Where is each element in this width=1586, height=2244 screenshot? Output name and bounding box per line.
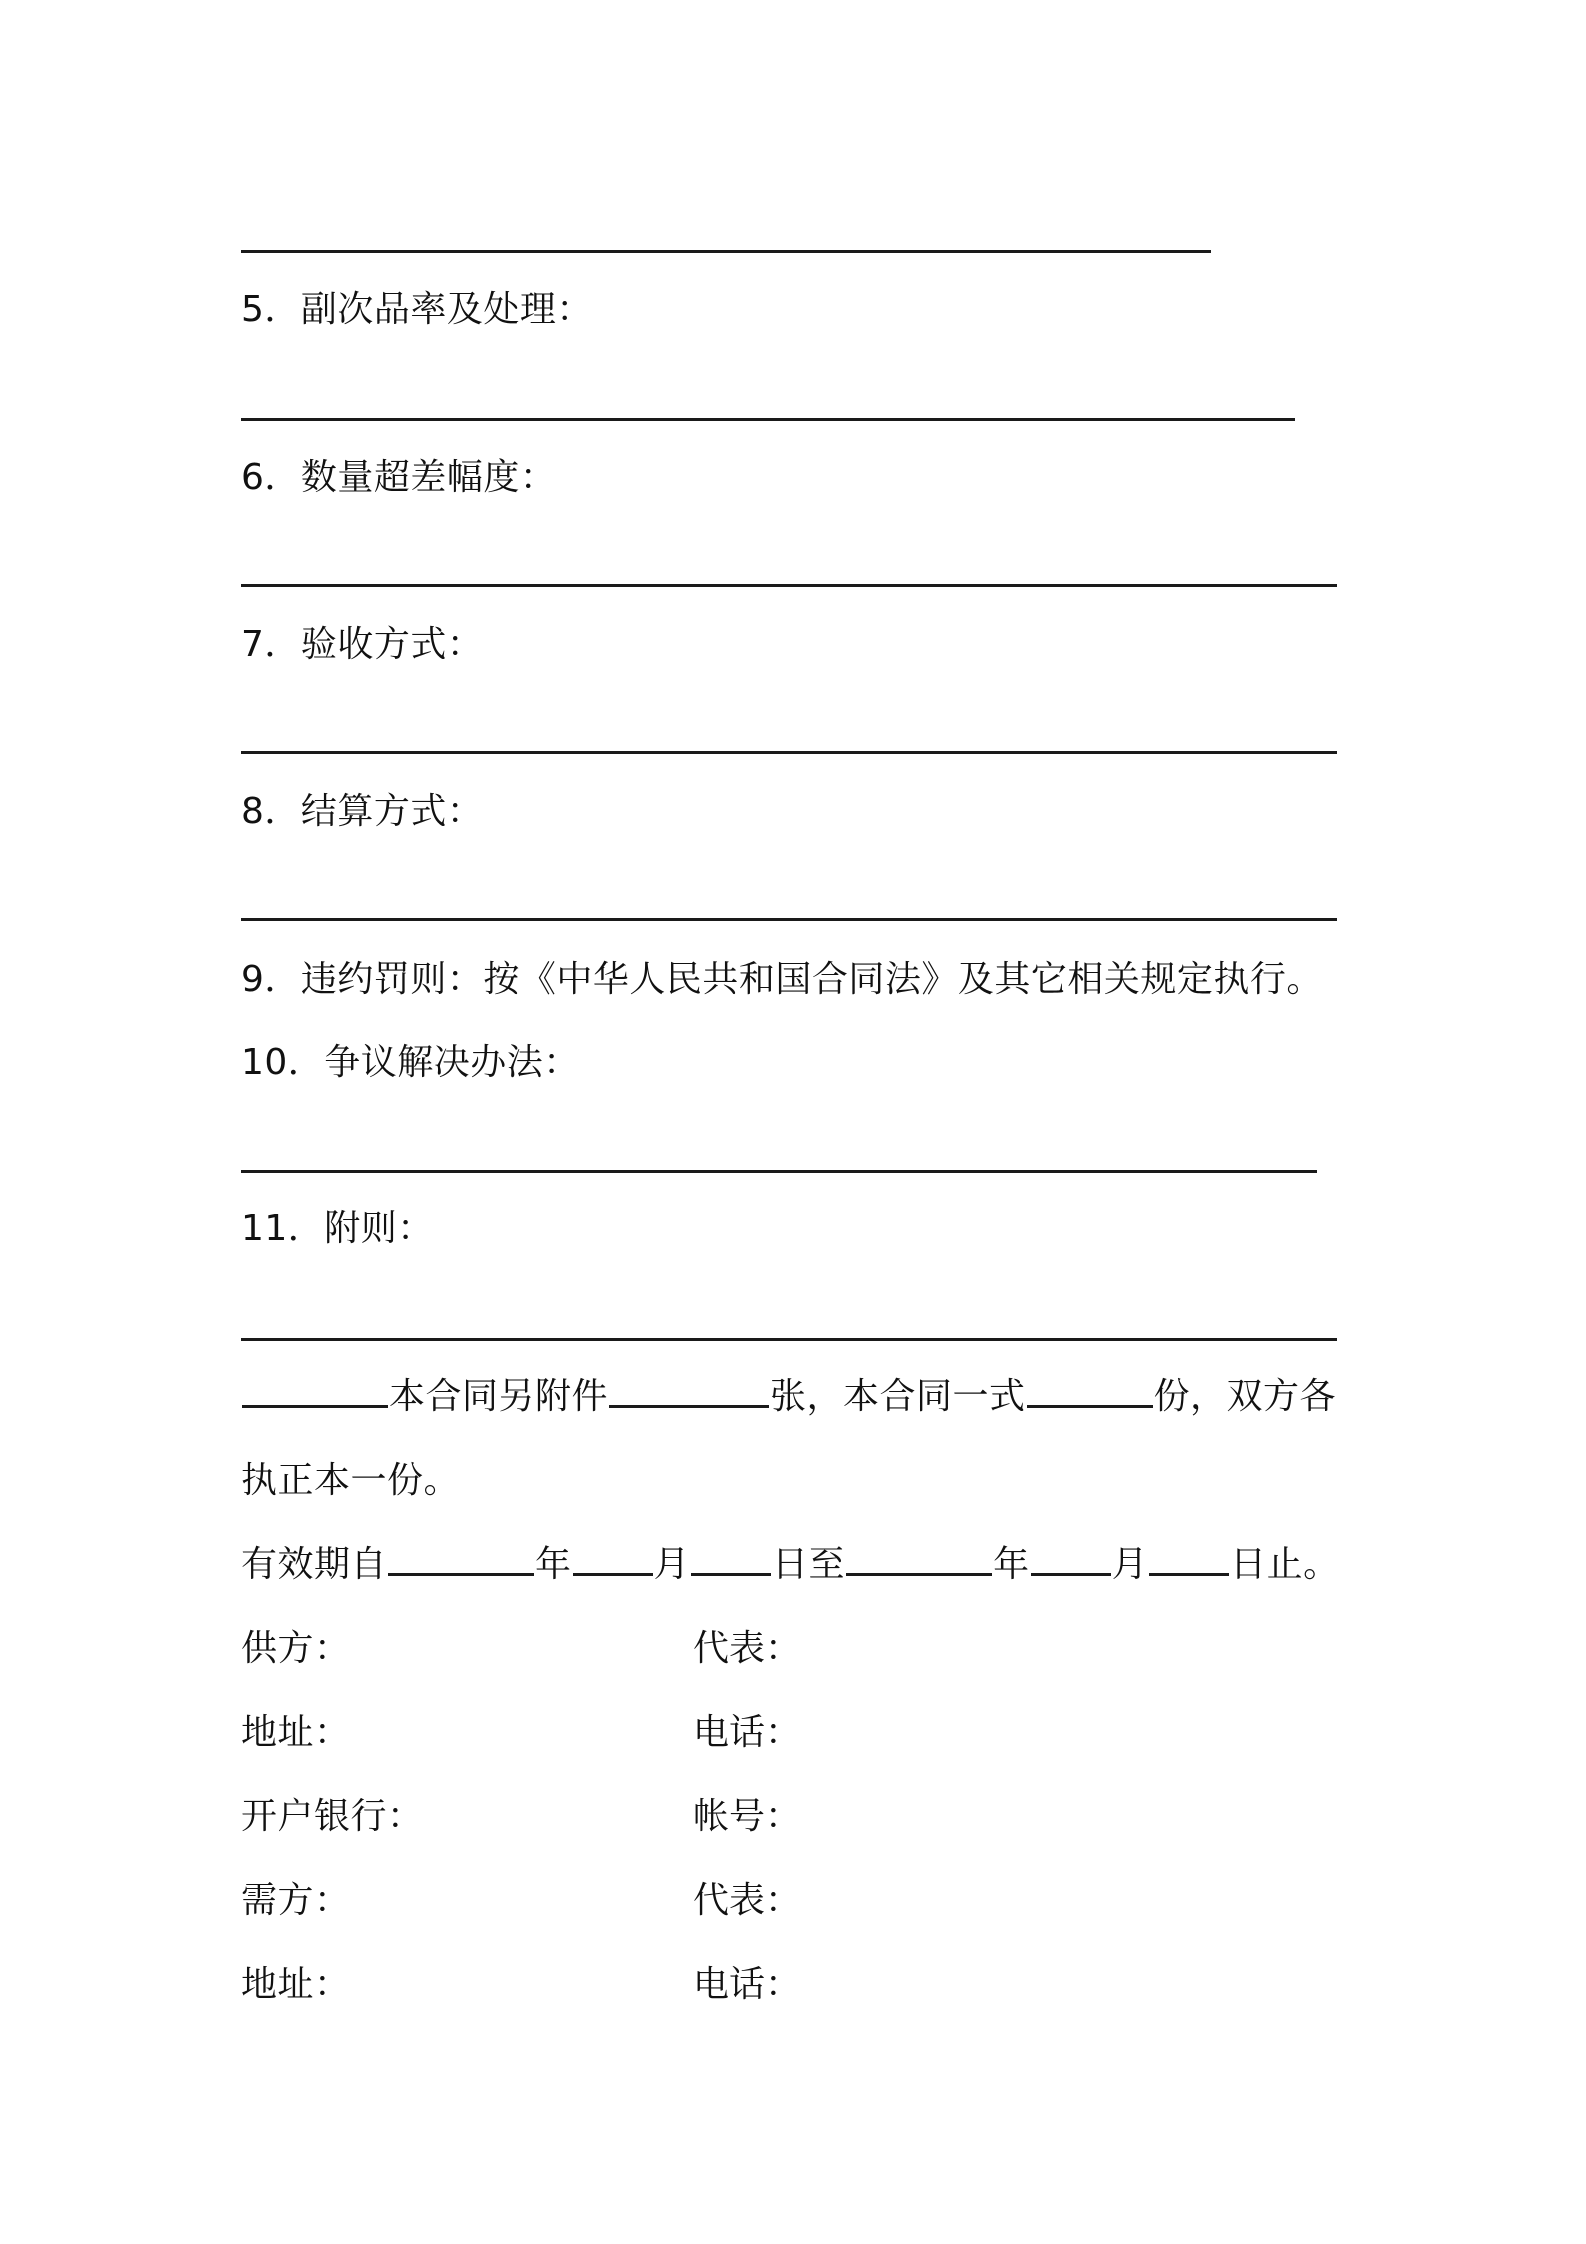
attachment-line [241, 1375, 1336, 1419]
supplier-party-label: 供方： [241, 1628, 351, 1669]
supplier-address-label: 地址： [241, 1712, 351, 1753]
answer-line-6 [241, 584, 1337, 587]
end-month-blank [1031, 1543, 1111, 1576]
buyer-party-label: 需方： [241, 1880, 351, 1921]
validity-prefix: 有效期自 [241, 1544, 388, 1585]
attachment-text-2: 张，本合同一式 [770, 1376, 1026, 1417]
copies-count-blank [1027, 1375, 1153, 1408]
attachment-text-3: 份，双方各 [1153, 1376, 1337, 1417]
attachment-line-2: 执正本一份。 [241, 1460, 461, 1501]
buyer-representative-label: 代表： [693, 1880, 802, 1921]
supplier-phone-label: 电话： [693, 1712, 802, 1753]
validity-year-1: 年 [535, 1544, 572, 1585]
supplier-bank-label: 开户银行： [241, 1796, 424, 1837]
start-month-blank [573, 1543, 653, 1576]
answer-line-10 [241, 1170, 1317, 1173]
validity-month-2: 月 [1111, 1544, 1149, 1585]
supplier-representative-label: 代表： [693, 1628, 802, 1669]
end-day-blank [1149, 1543, 1229, 1576]
buyer-address-label: 地址： [241, 1964, 351, 2005]
supplier-account-label: 帐号： [693, 1796, 802, 1837]
item-8-label: 8．结算方式： [241, 791, 484, 832]
answer-line-4 [241, 250, 1211, 253]
item-6-label: 6．数量超差幅度： [241, 457, 557, 498]
validity-day-1: 日至 [772, 1544, 846, 1585]
answer-line-5 [241, 418, 1295, 421]
validity-line [241, 1543, 1340, 1587]
attachment-count-blank [609, 1375, 769, 1408]
item-10-label: 10．争议解决办法： [241, 1042, 580, 1083]
answer-line-7 [241, 751, 1337, 754]
attachment-text-1: 本合同另附件 [389, 1376, 609, 1417]
item-7-label: 7．验收方式： [241, 624, 484, 665]
buyer-phone-label: 电话： [693, 1964, 802, 2005]
start-day-blank [691, 1543, 771, 1576]
validity-year-2: 年 [993, 1544, 1030, 1585]
item-5-label: 5．副次品率及处理： [241, 289, 593, 330]
item-9-text: 9．违约罚则：按《中华人民共和国合同法》及其它相关规定执行。 [241, 959, 1323, 1000]
validity-month-1: 月 [653, 1544, 691, 1585]
validity-day-2: 日止。 [1230, 1544, 1340, 1585]
answer-line-8 [241, 918, 1337, 921]
end-year-blank [846, 1543, 992, 1576]
start-year-blank [388, 1543, 534, 1576]
item-11-label: 11．附则： [241, 1208, 434, 1249]
answer-line-11 [241, 1338, 1337, 1341]
attachment-blank-1 [242, 1375, 388, 1408]
